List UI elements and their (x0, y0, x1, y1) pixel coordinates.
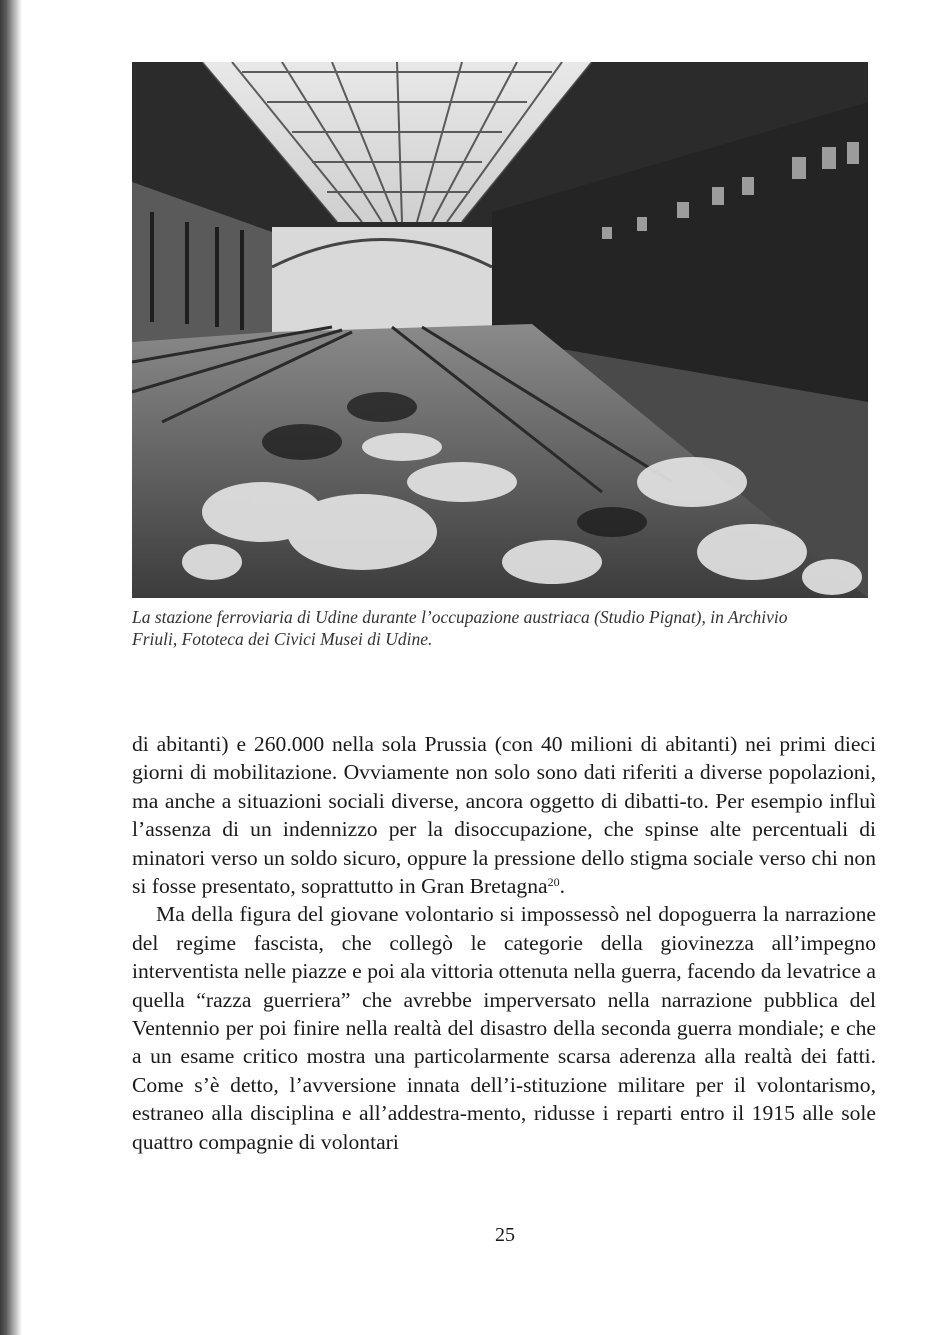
book-spine-shadow (0, 0, 22, 1335)
caption-line-1: La stazione ferroviaria di Udine durante l’occupazione austriaca (Studio Pignat), in Archivio (132, 607, 788, 627)
paragraph-1-text: di abitanti) e 260.000 nella sola Prussia (con 40 milioni di abitanti) nei primi dieci giorni di mobilitazione. Ovviamente non solo sono dati riferiti a diverse popolazioni, ma anche a situazioni sociali diverse, ancora oggetto di dibatti-to. Per esempio influì l’assenza di un indennizzo per la disoccupazione, che spinse alte percentuali di minatori verso un soldo sicuro, oppure la pressione dello stigma sociale verso chi non si fosse presentato, soprattutto in Gran Bretagna (132, 732, 876, 899)
footnote-ref-20: 20 (547, 875, 560, 890)
paragraph-2: Ma della figura del giovane volontario si impossessò nel dopoguerra la narrazione del regime fascista, che collegò le categorie della giovinezza all’impegno interventista nelle piazze e poi ala vittoria ottenuta nella guerra, facendo da levatrice a quella “razza guerriera” che avrebbe imperversato nella narrazione pubblica del Ventennio per poi finire nella realtà del disastro della seconda guerra mondiale; e che a un esame critico mostra una particolarmente scarsa aderenza alla realtà dei fatti. Come s’è detto, l’avversione innata dell’i-stituzione militare per il volontarismo, estraneo alla disciplina e all’addestra-mento, ridusse i reparti entro il 1915 alle sole quattro compagnie di volontari (132, 902, 876, 1154)
page-number: 25 (495, 1224, 515, 1246)
railway-station-photo (132, 62, 868, 598)
paragraph-1 (132, 730, 876, 900)
body-text (132, 730, 876, 1156)
caption-line-2: Friuli, Fototeca dei Civici Musei di Udine. (132, 629, 433, 649)
photo-caption (132, 606, 874, 650)
paragraph-1-end: . (559, 874, 565, 899)
